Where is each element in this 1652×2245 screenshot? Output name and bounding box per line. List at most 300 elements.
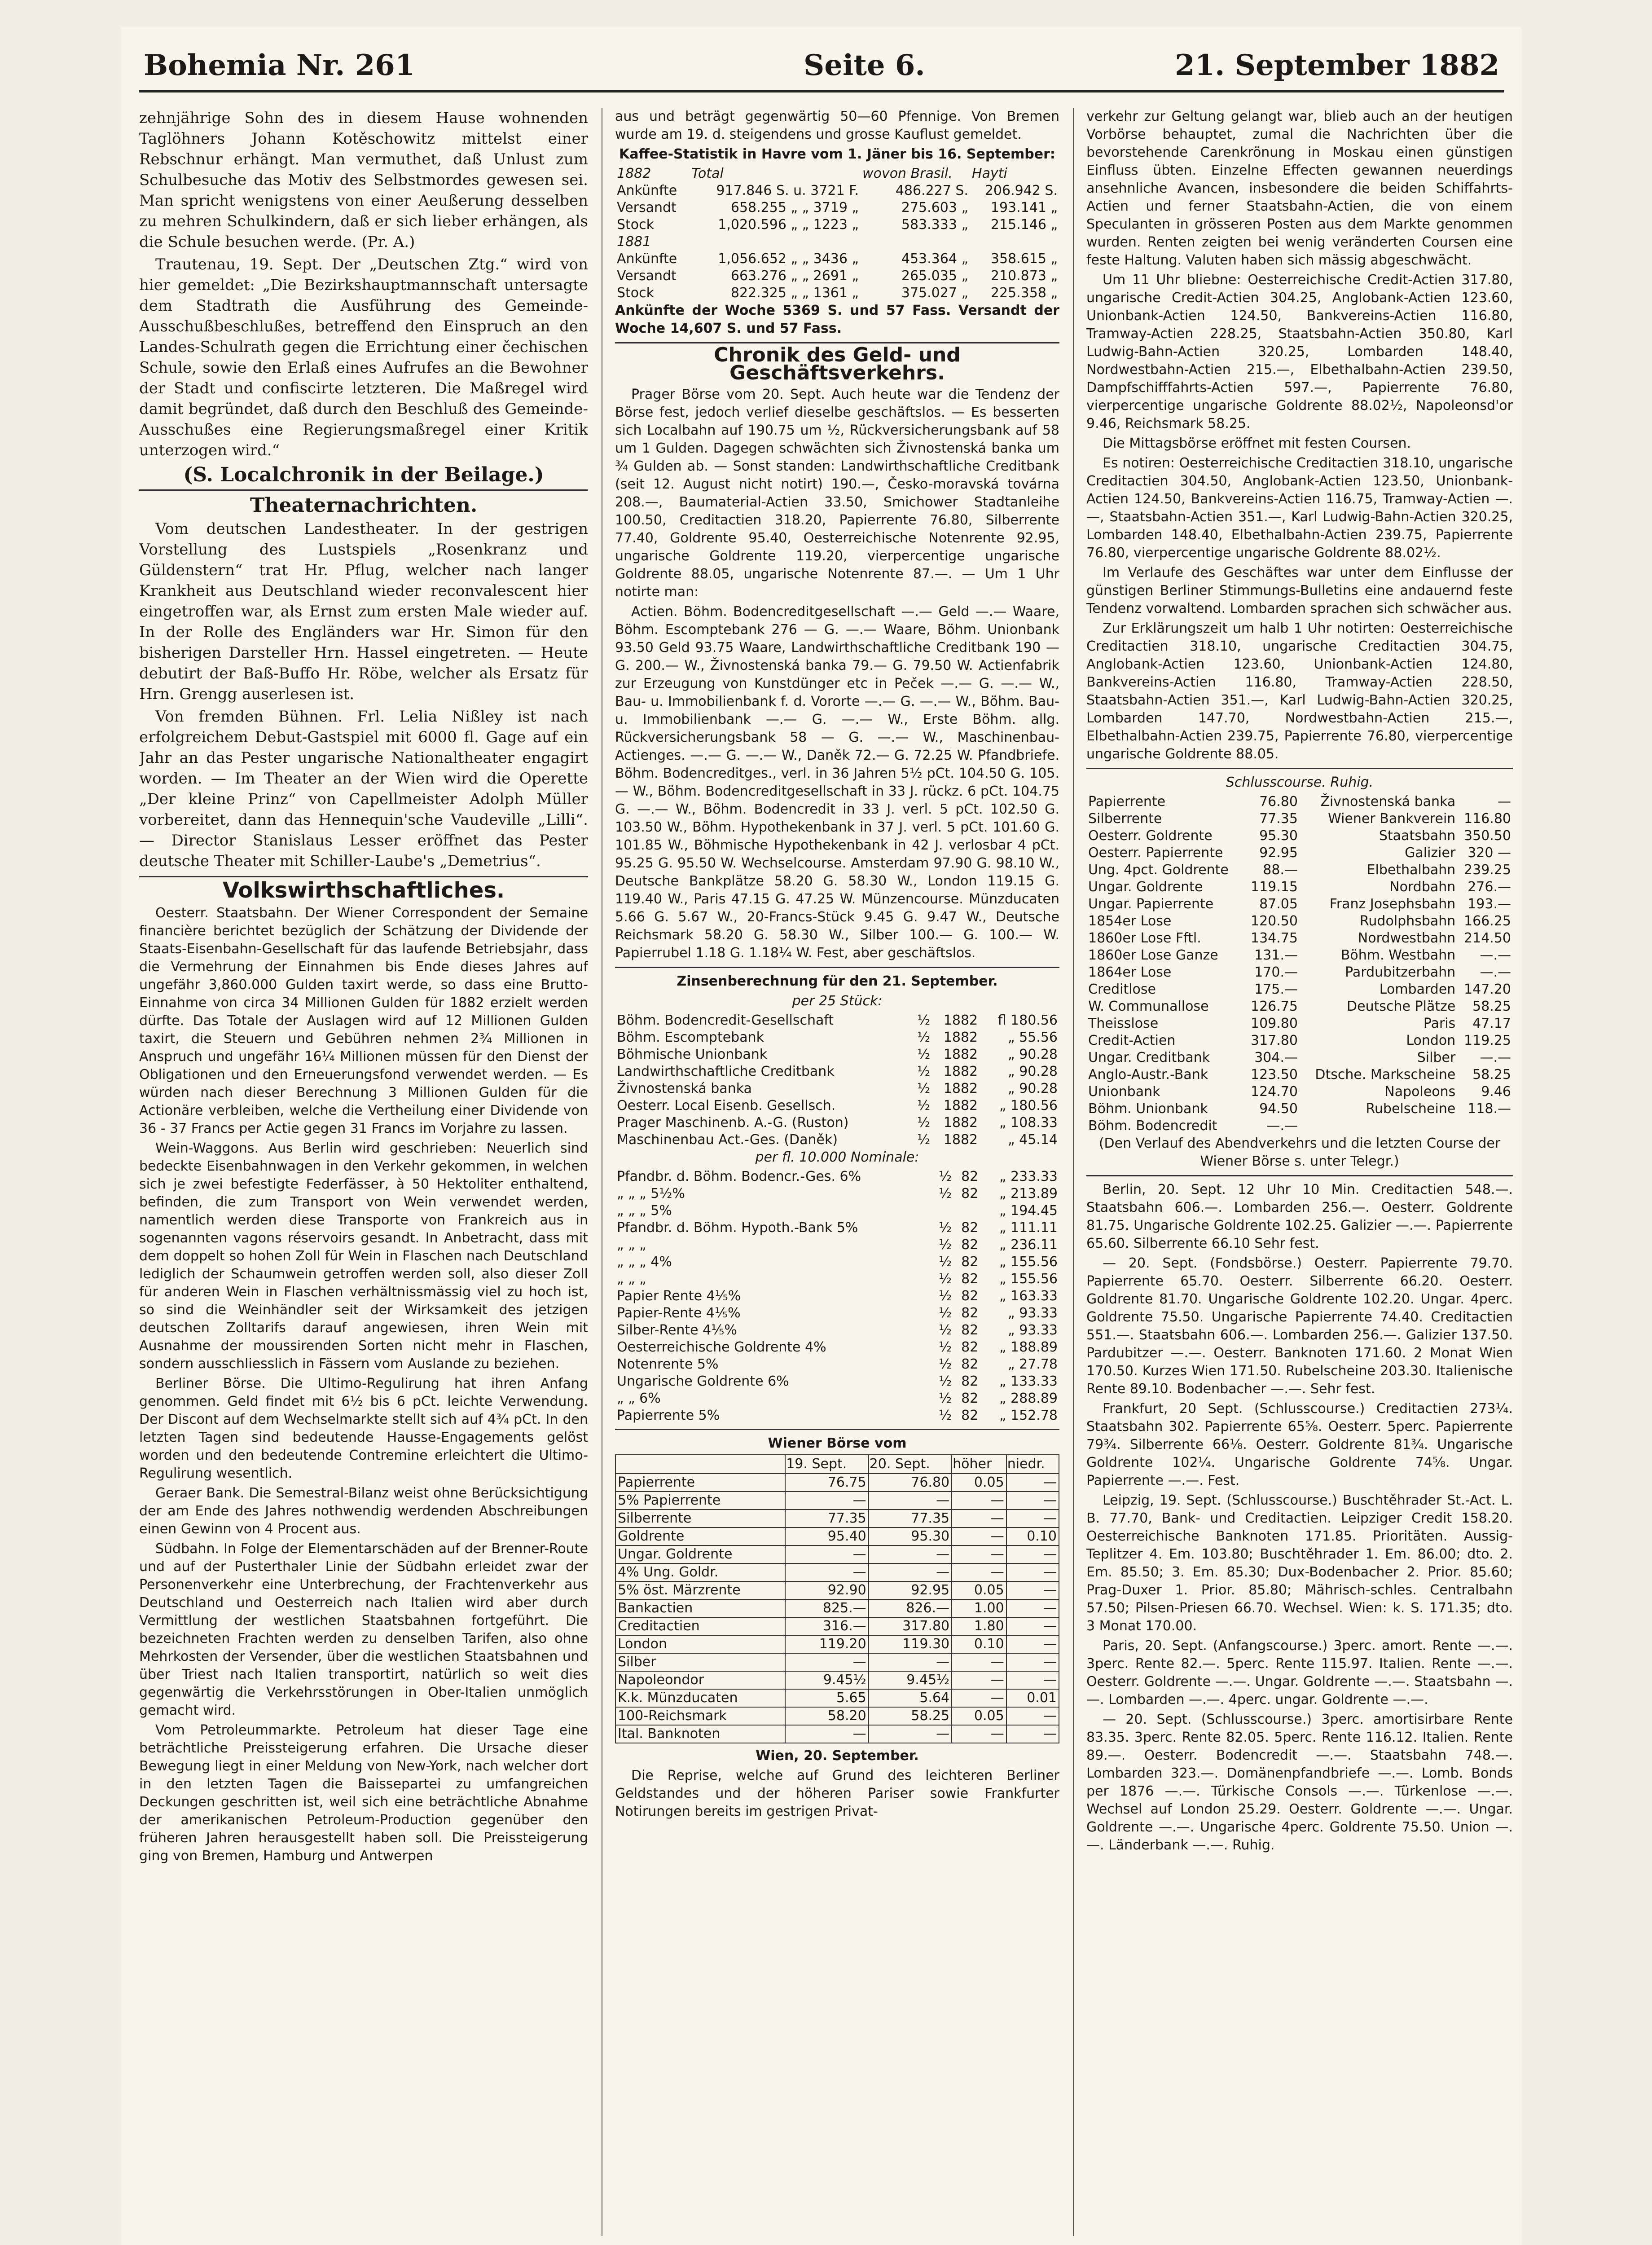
article-paragraph: Um 11 Uhr bliebne: Oesterreichische Credit-Actien 317.80, ungarische Credit-Actien 304.25, Anglobank-Actien 123.60, Unionbank-Actien 124.50, Bankvereins-Actien 116.80, Tramway-Actien 228.25, Staatsbahn-Actien 350.80, Karl Ludwig-Bahn-Actien 320.25, Lombarden 148.40, Nordwestbahn-Actien 215.—, Elbethalbahn-Actien 239.50, Dampfschifffahrts-Actien 597.—, Papierrente 76.80, vierpercentige ungarische Goldrente 88.02½, Napoleonsd'or 9.46, Reichsmark 58.25. xyxy=(1086,272,1513,431)
localchronik-note: (S. Localchronik in der Beilage.) xyxy=(139,462,588,491)
kaffee-table xyxy=(615,165,1059,302)
table-cell: „ 233.33 xyxy=(999,1169,1058,1184)
wiener-boerse-heading: Wiener Börse vom xyxy=(768,1435,907,1451)
table-cell: Böhm. Unionbank xyxy=(1088,1101,1208,1117)
zinsen-table-2 xyxy=(615,1168,1059,1424)
table-cell: — xyxy=(869,1653,952,1671)
table-row xyxy=(615,1046,1059,1063)
table-row xyxy=(1086,947,1513,964)
table-cell: 119.20 xyxy=(785,1635,868,1653)
table-cell: ½ xyxy=(939,1220,952,1236)
table-cell: ½ xyxy=(939,1305,952,1321)
table-cell: Stock xyxy=(617,217,655,233)
table-cell: 1882 xyxy=(943,1081,978,1096)
table-cell: „ 90.28 xyxy=(1008,1047,1058,1062)
table-row xyxy=(1086,793,1513,810)
table-cell: Anglo-Austr.-Bank xyxy=(1088,1067,1208,1083)
table-cell: — xyxy=(1006,1599,1059,1617)
table-cell: Silber xyxy=(615,1653,785,1671)
table-cell: 58.25 xyxy=(869,1707,952,1725)
table-cell: Nordwestbahn xyxy=(1358,930,1456,946)
table-cell: —.— xyxy=(1480,964,1511,980)
table-cell: Napoleondor xyxy=(615,1671,785,1689)
table-row xyxy=(615,1527,1059,1545)
table-cell: Ungar. Creditbank xyxy=(1088,1050,1210,1065)
table-cell: Elbethalbahn xyxy=(1366,862,1456,878)
table-row xyxy=(615,1510,1059,1527)
table-cell: ½ xyxy=(917,1012,931,1028)
schlusscourse-heading: Schlusscourse. Ruhig. xyxy=(1226,775,1374,790)
table-cell: 77.35 xyxy=(869,1510,952,1527)
table-cell: — xyxy=(952,1725,1006,1743)
table-cell: 5% öst. Märzrente xyxy=(615,1581,785,1599)
table-cell: Böhm. Westbahn xyxy=(1340,947,1456,963)
table-row xyxy=(1086,1066,1513,1083)
table-cell: 82 xyxy=(961,1305,979,1321)
table-row xyxy=(615,1599,1059,1617)
table-row xyxy=(1086,896,1513,913)
table-row xyxy=(615,251,1059,268)
table-row xyxy=(1086,981,1513,998)
table-cell: Creditlose xyxy=(1088,982,1156,997)
table-cell: „ „ 6% xyxy=(617,1391,661,1406)
table-row xyxy=(1086,1015,1513,1032)
table-cell: Rudolphsbahn xyxy=(1359,913,1456,929)
table-cell: Paris xyxy=(1423,1016,1456,1031)
table-cell: Papier-Rente 4⅕% xyxy=(617,1305,741,1321)
table-row xyxy=(615,1671,1059,1689)
table-cell: — xyxy=(1006,1563,1059,1581)
kaffee-header-row xyxy=(615,165,1059,182)
kaffee-1882-rows xyxy=(615,182,1059,233)
table-cell: Oesterr. Goldrente xyxy=(1088,828,1213,844)
table-cell: 82 xyxy=(961,1220,979,1236)
table-row xyxy=(615,1707,1059,1725)
table-row xyxy=(615,285,1059,302)
table-cell: —.— xyxy=(1266,1118,1298,1134)
wiener-boerse-table xyxy=(615,1454,1059,1743)
table-cell: Deutsche Plätze xyxy=(1347,999,1456,1014)
table-cell: 166.25 xyxy=(1464,913,1511,929)
table-header: höher xyxy=(952,1455,1006,1474)
table-row xyxy=(1086,913,1513,930)
table-cell: 210.873 „ xyxy=(990,268,1058,284)
zinsen-rows xyxy=(615,1012,1059,1149)
table-cell: — xyxy=(952,1545,1006,1563)
table-cell: Rubelscheine xyxy=(1366,1101,1456,1117)
table-cell: „ „ „ 5% xyxy=(617,1203,672,1219)
table-cell: Oesterr. Local Eisenb. Gesellsch. xyxy=(617,1098,836,1114)
table-row xyxy=(615,1237,1059,1254)
zinsen-subheading: per 25 Stück: xyxy=(792,993,883,1009)
article-paragraph: Vom deutschen Landestheater. In der gestrigen Vorstellung des Lustspiels „Rosenkranz und Güldenstern“ trat Hr. Pflug, welcher nach langer Krankheit aus Deutschland wieder reconvalescent hier eingetroffen war, als Ernst zum ersten Male wieder auf. In der Rolle des Engländers war Hr. Simon für den bisherigen Darsteller Hrn. Hassel eingetreten. — Heute debutirt der Baß-Buffo Hr. Röbe, welcher als Ersatz für Hrn. Grengg auserlesen ist. xyxy=(139,520,588,703)
table-cell: Oesterreichische Goldrente 4% xyxy=(617,1339,826,1355)
table-cell: 317.80 xyxy=(1251,1033,1298,1048)
table-cell: Živnostenská banka xyxy=(617,1081,752,1096)
table-cell: 87.05 xyxy=(1259,896,1298,912)
table-cell xyxy=(1300,1118,1457,1135)
table-cell: 5.65 xyxy=(785,1689,868,1707)
table-row xyxy=(615,1012,1059,1029)
table-cell: „ 236.11 xyxy=(999,1237,1058,1253)
table-row xyxy=(615,1288,1059,1305)
page-number: Seite 6. xyxy=(804,48,925,82)
table-cell: Papierrente xyxy=(1088,794,1166,810)
table-cell: „ 213.89 xyxy=(999,1186,1058,1202)
table-cell: — xyxy=(1498,794,1511,810)
table-cell: „ 155.56 xyxy=(999,1254,1058,1270)
table-cell: 82 xyxy=(961,1391,979,1406)
page-header xyxy=(139,40,1504,92)
table-row xyxy=(1086,964,1513,981)
table-cell: — xyxy=(785,1492,868,1510)
article-paragraph: verkehr zur Geltung gelangt war, blieb auch an der heutigen Vorbörse behauptet, zumal die Nachrichten über die bevorstehende Carenkrönung in Moskau einen günstigen Einfluss übten. Einzelne Effecten gewannen neuerdings ansehnliche Avancen, insbesondere die beiden Schiffahrts-Actien und ferner Staatsbahn-Actien, die von einem Speculanten in grösseren Posten aus dem Markte genommen wurden. Renten zeigten bei wenig veränderten Coursen eine feste Haltung. Valuten haben sich mässig abgeschwächt. xyxy=(1086,109,1513,268)
table-cell: ½ xyxy=(939,1391,952,1406)
table-cell: Silber-Rente 4⅕% xyxy=(617,1322,737,1338)
table-cell: 77.35 xyxy=(785,1510,868,1527)
table-cell: 206.942 S. xyxy=(984,183,1058,198)
table-cell: 316.— xyxy=(785,1617,868,1635)
table-row xyxy=(1086,810,1513,828)
table-cell: 1854er Lose xyxy=(1088,913,1172,929)
table-cell: 119.25 xyxy=(1464,1033,1511,1048)
table-cell: 92.90 xyxy=(785,1581,868,1599)
table-row xyxy=(615,1356,1059,1373)
table-cell: — xyxy=(785,1563,868,1581)
table-cell: Böhmische Unionbank xyxy=(617,1047,768,1062)
table-cell: wovon Brasil. xyxy=(862,166,953,181)
table-cell: „ „ „ 5½% xyxy=(617,1186,685,1202)
table-cell: 1860er Lose Ganze xyxy=(1088,947,1218,963)
table-row xyxy=(615,1097,1059,1114)
table-cell: ½ xyxy=(939,1322,952,1338)
table-cell: „ 108.33 xyxy=(999,1115,1058,1131)
table-cell: ½ xyxy=(917,1115,931,1131)
table-cell: — xyxy=(1006,1474,1059,1492)
wiener-header-row xyxy=(615,1455,1059,1474)
table-cell: 76.75 xyxy=(785,1474,868,1492)
table-cell: 9.45½ xyxy=(869,1671,952,1689)
column-1 xyxy=(139,108,588,2245)
article-paragraph: Frankfurt, 20 Sept. (Schlusscourse.) Creditactien 273¼. Staatsbahn 302. Papierrente 65⅝. Oesterr. 5perc. Papierrente 79¾. Silberrente 66⅛. Oesterr. Goldrente 81¾. Ungarische Goldrente 102¼. Ungarische Goldrente 74⅝. Ungar. Papierrente —.—. Fest. xyxy=(1086,1401,1513,1488)
table-cell: 76.80 xyxy=(1259,794,1298,810)
table-cell: „ „ „ xyxy=(617,1271,646,1287)
table-cell: Silberrente xyxy=(615,1510,785,1527)
table-cell xyxy=(932,1202,953,1219)
article-paragraph: Vom Petroleummarkte. Petroleum hat dieser Tage eine beträchtliche Preissteigerung erfahren. Die Ursache dieser Bewegung liegt in einer Meldung von New-York, nach welcher dort in den letzten Tagen die Baissepartei zu umfangreichen Deckungen geschritten ist, weil sich eine beträchtliche Abnahme der amerikanischen Petroleum-Production gegenüber den früheren Jahren herausgestellt haben soll. Die Preissteigerung ging von Bremen, Hamburg und Antwerpen xyxy=(139,1722,588,1864)
table-cell: Dtsche. Markscheine xyxy=(1315,1067,1456,1083)
table-cell: 1882 xyxy=(943,1030,978,1045)
table-row xyxy=(615,1653,1059,1671)
table-row xyxy=(615,1063,1059,1080)
table-cell: Galizier xyxy=(1405,845,1456,861)
table-cell: 92.95 xyxy=(1259,845,1298,861)
table-cell: ½ xyxy=(939,1288,952,1304)
table-row xyxy=(615,1114,1059,1131)
wien-dateline: Wien, 20. September. xyxy=(756,1748,919,1764)
table-cell: 1882 xyxy=(943,1012,978,1028)
table-cell: K.k. Münzducaten xyxy=(615,1689,785,1707)
table-cell: 109.80 xyxy=(1251,1016,1298,1031)
table-row xyxy=(615,1168,1059,1185)
table-row xyxy=(615,1322,1059,1339)
table-cell: — xyxy=(952,1671,1006,1689)
table-cell: Goldrente xyxy=(615,1527,785,1545)
table-cell: 1,020.596 „ „ 1223 „ xyxy=(718,217,859,233)
table-cell: ½ xyxy=(939,1271,952,1287)
table-cell: 92.95 xyxy=(869,1581,952,1599)
table-cell: 82 xyxy=(961,1271,979,1287)
table-cell: — xyxy=(1006,1635,1059,1653)
table-cell: Total xyxy=(691,166,724,181)
table-cell: „ 93.33 xyxy=(1008,1305,1058,1321)
table-cell: 119.15 xyxy=(1251,879,1298,895)
table-cell: 1.00 xyxy=(952,1599,1006,1617)
table-row xyxy=(1086,1049,1513,1066)
table-cell: 118.— xyxy=(1467,1101,1511,1117)
table-row xyxy=(615,1617,1059,1635)
table-row xyxy=(615,1635,1059,1653)
table-row xyxy=(615,216,1059,233)
table-cell: 175.— xyxy=(1254,982,1298,997)
table-cell: 119.30 xyxy=(869,1635,952,1653)
table-cell: — xyxy=(869,1725,952,1743)
table-cell: „ 152.78 xyxy=(999,1408,1058,1423)
zinsen-heading: Zinsenberechnung für den 21. September. xyxy=(677,973,998,989)
table-cell: fl 180.56 xyxy=(997,1012,1058,1028)
table-cell: 214.50 xyxy=(1464,930,1511,946)
table-cell: ½ xyxy=(917,1098,931,1114)
table-header: 19. Sept. xyxy=(785,1455,868,1474)
kaffee-heading: Kaffee-Statistik in Havre vom 1. Jäner bis 16. September: xyxy=(619,146,1055,162)
table-cell: „ 288.89 xyxy=(999,1391,1058,1406)
table-cell: 82 xyxy=(961,1322,979,1338)
table-cell: 1882 xyxy=(943,1132,978,1148)
table-cell: Pardubitzerbahn xyxy=(1345,964,1456,980)
table-cell: 82 xyxy=(961,1356,979,1372)
table-cell: Theisslose xyxy=(1088,1016,1159,1031)
table-cell: 453.364 „ xyxy=(901,251,969,267)
article-paragraph: Südbahn. In Folge der Elementarschäden auf der Brenner-Route und auf der Pusterthaler Linie der Südbahn erleidet zwar der Personenverkehr eine Unterbrechung, der Frachtenverkehr aus Deutschland und Oesterreich nach Italien wird aber durch Vermittlung der westlichen Staatsbahnen fortgeführt. Die bezeichneten Frachten werden zu denselben Tarifen, also ohne Mehrkosten der Versender, über die westlichen Staatsbahnen und über Triest nach Italien transportirt, natürlich so weit dies gegenwärtig die Verkehrsstörungen in Ober-Italien unmöglich gemacht wird. xyxy=(139,1541,588,1718)
table-cell: 131.— xyxy=(1254,947,1298,963)
table-cell: 88.— xyxy=(1263,862,1298,878)
table-cell: — xyxy=(952,1492,1006,1510)
table-cell: „ 133.33 xyxy=(999,1373,1058,1389)
table-cell: 9.45½ xyxy=(785,1671,868,1689)
table-cell: — xyxy=(952,1653,1006,1671)
column-3 xyxy=(1086,108,1513,2245)
table-row xyxy=(1086,1032,1513,1049)
table-row xyxy=(615,1185,1059,1202)
kaffee-note: Ankünfte der Woche 5369 S. und 57 Fass. Versandt der Woche 14,607 S. und 57 Fass. xyxy=(615,303,1059,336)
table-cell: Ankünfte xyxy=(617,183,677,198)
table-row xyxy=(1086,998,1513,1015)
article-paragraph: Wein-Waggons. Aus Berlin wird geschrieben: Neuerlich sind bedeckte Eisenbahnwagen in den Verkehr gekommen, in welchen sich je zwei befestigte Federfässer, à 50 Hektoliter enthaltend, befinden, die zum Transport von Wein verwendet werden, namentlich werden diese Transporte von Frankreich aus in sogenannten vagons réservoirs gesandt. In Anbetracht, dass mit dem doppelt so hohen Zoll für Wein in Flaschen nach Deutschland lediglich der Schaumwein getroffen werden soll, also dieser Zoll für anderen Wein in Flaschen verhältnissmässig viel zu hoch ist, so sind die Weinhändler seit der Wirksamkeit des jetzigen deutschen Zolltarifs darauf angewiesen, ihren Wein mit Ausnahme der moussirenden Sorten nicht mehr in Flaschen, sondern ausschliesslich in Fässern vom Auslande zu beziehen. xyxy=(139,1140,588,1372)
section-heading-volkswirthschaft: Volkswirthschaftliches. xyxy=(139,876,588,901)
article-paragraph: Leipzig, 19. Sept. (Schlusscourse.) Buschtěhrader St.-Act. L. B. 77.70, Bank- und Creditactien. Leipziger Credit 158.20. Oesterreichische Banknoten 171.85. Prioritäten. Aussig-Teplitzer 4. Em. 103.80; Buschtěhrader 1. Em. 86.00; dto. 2. Em. 85.50; 3. Em. 85.30; Dux-Bodenbacher 2. Prior. 85.60; Prag-Duxer 1. Prior. 85.80; Mährisch-schles. Centralbahn 57.50; Pilsen-Priesen 66.70. Wechsel. Wien: k. S. 171.35; dto. 3 Monat 170.00. xyxy=(1086,1492,1513,1634)
table-cell: Böhm. Bodencredit xyxy=(1088,1118,1217,1134)
article-paragraph: — 20. Sept. (Schlusscourse.) 3perc. amortisirbare Rente 83.35. 3perc. Rente 82.05. 5perc. Rente 116.12. Italien. Rente 89.—. Oesterr. Bodencredit —.—. Staatsbahn 748.—. Lombarden 323.—. Domänenpfandbriefe —.—. Lomb. Bonds per 1876 —.—. Türkische Consols —.—. Türkenlose —.—. Wechsel auf London 25.29. Oesterr. Goldrente —.—. Ungar. Goldrente —.—. Ungarische 4perc. Goldrente 75.50. Union —.—. Länderbank —.—. Ruhig. xyxy=(1086,1712,1513,1853)
masthead-issue: Bohemia Nr. 261 xyxy=(144,48,415,82)
table-cell: 82 xyxy=(961,1186,979,1202)
table-cell: Ungar. Papierrente xyxy=(1088,896,1214,912)
table-cell: 9.46 xyxy=(1481,1084,1511,1100)
table-row xyxy=(615,1545,1059,1563)
article-paragraph: Berlin, 20. Sept. 12 Uhr 10 Min. Creditactien 548.—. Staatsbahn 606.—. Lombarden 256.—. Oesterr. Goldrente 81.75. Ungarische Goldrente 102.25. Galizier —.—. Papierrente 65.60. Silberrente 66.10 Sehr fest. xyxy=(1086,1182,1513,1251)
table-cell: 82 xyxy=(961,1169,979,1184)
table-row xyxy=(615,1029,1059,1046)
table-row xyxy=(1086,1083,1513,1100)
table-cell: Ungarische Goldrente 6% xyxy=(617,1373,789,1389)
section-heading-chronik: Chronik des Geld- und Geschäftsverkehrs. xyxy=(615,342,1059,382)
table-cell: 663.276 „ „ 2691 „ xyxy=(730,268,859,284)
column-2 xyxy=(615,108,1059,2245)
table-cell: 275.603 „ xyxy=(901,200,969,216)
table-cell: „ 194.45 xyxy=(999,1203,1058,1219)
table-cell: 82 xyxy=(961,1237,979,1253)
table-cell: Wiener Bankverein xyxy=(1328,811,1456,827)
table-cell: —.— xyxy=(1480,1050,1511,1065)
table-cell: 583.333 „ xyxy=(901,217,969,233)
table-cell: London xyxy=(1406,1033,1456,1048)
table-cell: Ungar. Goldrente xyxy=(615,1545,785,1563)
table-row xyxy=(615,1492,1059,1510)
table-row xyxy=(1086,845,1513,862)
table-row xyxy=(1086,879,1513,896)
table-cell: 82 xyxy=(961,1408,979,1423)
table-header: niedr. xyxy=(1006,1455,1059,1474)
table-cell: Papierrente xyxy=(615,1474,785,1492)
table-cell: 95.40 xyxy=(785,1527,868,1545)
table-cell: 193.141 „ xyxy=(990,200,1058,216)
table-cell: — xyxy=(1006,1510,1059,1527)
table-cell: Staatsbahn xyxy=(1379,828,1456,844)
table-row xyxy=(615,1373,1059,1390)
table-cell: 0.05 xyxy=(952,1581,1006,1599)
table-cell: „ 188.89 xyxy=(999,1339,1058,1355)
table-cell: „ 45.14 xyxy=(1008,1132,1058,1148)
table-cell: 822.325 „ „ 1361 „ xyxy=(730,285,859,301)
table-cell: ½ xyxy=(917,1132,931,1148)
table-row xyxy=(615,1131,1059,1149)
article-paragraph: Von fremden Bühnen. Frl. Lelia Nißley ist nach erfolgreichem Debut-Gastspiel mit 6000 fl. Gage auf ein Jahr an das Pester ungarische Nationaltheater engagirt worden. — Im Theater an der Wien wird die Operette „Der kleine Prinz“ von Capellmeister Adolph Müller vorbereitet, dann das Hennequin'sche Vaudeville „Lilli“. — Director Stanislaus Lesser eröffnet das Pester deutsche Theater mit Schiller-Laube's „Demetrius“. xyxy=(139,708,588,870)
table-cell: — xyxy=(952,1689,1006,1707)
table-cell: 825.— xyxy=(785,1599,868,1617)
table-cell: 265.035 „ xyxy=(901,268,969,284)
table-cell: ½ xyxy=(917,1030,931,1045)
table-cell: 1882 xyxy=(943,1098,978,1114)
table-cell: — xyxy=(785,1653,868,1671)
table-cell: Böhm. Bodencredit-Gesellschaft xyxy=(617,1012,834,1028)
table-cell: — xyxy=(869,1563,952,1581)
table-cell: 76.80 xyxy=(869,1474,952,1492)
table-cell: „ 111.11 xyxy=(999,1220,1058,1236)
table-cell: Oesterr. Papierrente xyxy=(1088,845,1223,861)
table-cell xyxy=(953,1202,980,1219)
schluss-rows xyxy=(1086,793,1513,1135)
table-cell: — xyxy=(952,1563,1006,1581)
table-cell: „ „ „ 4% xyxy=(617,1254,672,1270)
table-cell: 82 xyxy=(961,1254,979,1270)
table-cell: — xyxy=(869,1545,952,1563)
section-heading-theater: Theaternachrichten. xyxy=(250,494,478,517)
table-cell: 1882 xyxy=(943,1047,978,1062)
table-header xyxy=(615,1455,785,1474)
table-row xyxy=(1086,930,1513,947)
table-cell: — xyxy=(1006,1581,1059,1599)
table-cell: „ 163.33 xyxy=(999,1288,1058,1304)
wiener-rows xyxy=(615,1474,1059,1743)
table-cell: — xyxy=(1006,1653,1059,1671)
table-cell: Pfandbr. d. Böhm. Hypoth.-Bank 5% xyxy=(617,1220,858,1236)
table-cell: — xyxy=(1006,1671,1059,1689)
table-row xyxy=(615,1407,1059,1424)
table-cell: ½ xyxy=(917,1064,931,1079)
table-cell: 320 — xyxy=(1467,845,1511,861)
table-cell: Silberrente xyxy=(1088,811,1162,827)
table-row xyxy=(615,1080,1059,1097)
table-cell: ½ xyxy=(939,1186,952,1202)
table-cell: — xyxy=(952,1527,1006,1545)
table-cell: 5% Papierrente xyxy=(615,1492,785,1510)
table-cell: 1860er Lose Fftl. xyxy=(1088,930,1201,946)
table-row xyxy=(615,268,1059,285)
table-cell: ½ xyxy=(939,1254,952,1270)
table-cell: 94.50 xyxy=(1259,1101,1298,1117)
table-cell: — xyxy=(1006,1492,1059,1510)
table-cell: „ 55.56 xyxy=(1008,1030,1058,1045)
table-cell: — xyxy=(1006,1725,1059,1743)
table-row xyxy=(615,182,1059,199)
article-paragraph: Paris, 20. Sept. (Anfangscourse.) 3perc. amort. Rente —.—. 3perc. Rente 82.—. 5perc. Rente 115.97. Italien. Rente —.—. Oesterr. Goldrente —.—. Ungar. Goldrente —.—. Staatsbahn —.—. Lombarden —.—. 4perc. ungar. Goldrente —.—. xyxy=(1086,1638,1513,1708)
zinsen-rows-2 xyxy=(615,1168,1059,1424)
article-paragraph: Zur Erklärungszeit um halb 1 Uhr notirten: Oesterreichische Creditactien 318.10, ungarische Creditactien 304.75, Anglobank-Actien 123.60, Unionbank-Actien 124.80, Bankvereins-Actien 116.80, Tramway-Actien 228.50, Staatsbahn-Actien 351.—, Karl Ludwig-Bahn-Actien 320.25, Lombarden 147.70, Nordwestbahn-Actien 215.—, Elbethalbahn-Actien 239.75, Papierrente 76.80, vierpercentige ungarische Goldrente 88.05. xyxy=(1086,621,1513,762)
table-cell: — xyxy=(785,1725,868,1743)
table-cell: ½ xyxy=(939,1339,952,1355)
table-row xyxy=(615,1219,1059,1237)
table-cell: 134.75 xyxy=(1251,930,1298,946)
table-cell: Stock xyxy=(617,285,655,301)
table-cell: — xyxy=(1006,1707,1059,1725)
table-cell: 276.— xyxy=(1467,879,1511,895)
table-cell: Hayti xyxy=(972,166,1007,181)
table-cell: Nordbahn xyxy=(1389,879,1456,895)
table-cell: 124.70 xyxy=(1251,1084,1298,1100)
table-row xyxy=(615,1254,1059,1271)
table-cell: 0.01 xyxy=(1006,1689,1059,1707)
table-cell: ½ xyxy=(939,1373,952,1389)
table-cell: 0.10 xyxy=(952,1635,1006,1653)
table-cell: 47.17 xyxy=(1472,1016,1511,1031)
table-cell xyxy=(1457,1118,1513,1135)
table-row xyxy=(1086,828,1513,845)
table-row xyxy=(615,1725,1059,1743)
article-paragraph: Die Reprise, welche auf Grund des leichteren Berliner Geldstandes und der höheren Pariser sowie Frankfurter Notirungen bereits im gestrigen Privat- xyxy=(615,1768,1059,1819)
table-row xyxy=(615,1581,1059,1599)
table-cell: 193.— xyxy=(1467,896,1511,912)
table-cell: 147.20 xyxy=(1464,982,1511,997)
table-cell: 116.80 xyxy=(1464,811,1511,827)
table-cell: „ 180.56 xyxy=(999,1098,1058,1114)
table-cell: 917.846 S. u. 3721 F. xyxy=(716,183,859,198)
table-cell: Credit-Actien xyxy=(1088,1033,1176,1048)
table-cell: 1,056.652 „ „ 3436 „ xyxy=(718,251,859,267)
schlusscourse-note: (Den Verlauf des Abendverkehrs und die letzten Course der Wiener Börse s. unter Telegr.) xyxy=(1098,1136,1501,1169)
table-cell: 170.— xyxy=(1254,964,1298,980)
table-cell: 123.50 xyxy=(1251,1067,1298,1083)
table-cell: 1.80 xyxy=(952,1617,1006,1635)
newspaper-page xyxy=(121,27,1522,2245)
